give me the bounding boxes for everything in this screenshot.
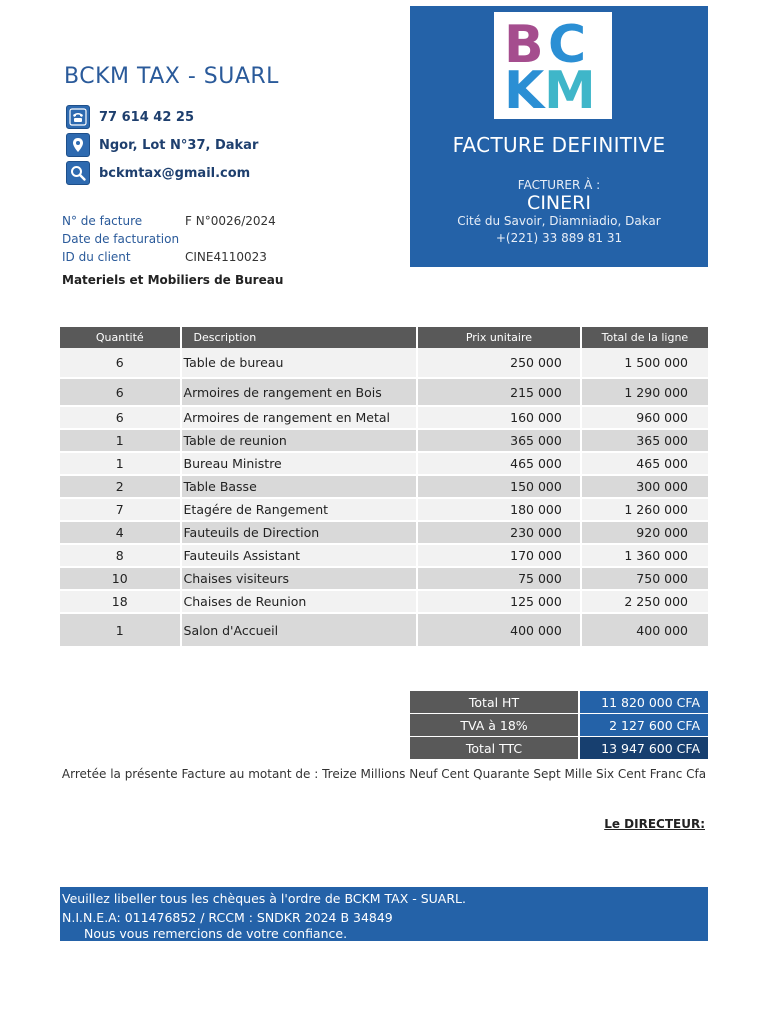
header-line-total: Total de la ligne [581,327,708,348]
cell-unit-price: 125 000 [417,590,581,613]
cell-description: Armoires de rangement en Bois [181,378,417,406]
cell-unit-price: 400 000 [417,613,581,647]
cell-description: Chaises visiteurs [181,567,417,590]
cell-quantity: 6 [60,348,181,378]
cell-quantity: 2 [60,475,181,498]
table-row [60,406,708,429]
cell-line-total: 1 360 000 [581,544,708,567]
cell-line-total: 465 000 [581,452,708,475]
cell-description: Fauteuils de Direction [181,521,417,544]
cell-line-total: 2 250 000 [581,590,708,613]
total-ttc-row [410,737,708,760]
totals-table [410,691,708,760]
invoice-number-label: N° de facture [62,214,143,228]
svg-text:C: C [548,15,583,75]
cell-quantity: 1 [60,613,181,647]
header-description: Description [181,327,417,348]
cell-quantity: 18 [60,590,181,613]
total-ht-label: Total HT [410,691,579,714]
cell-line-total: 750 000 [581,567,708,590]
cell-unit-price: 150 000 [417,475,581,498]
contact-address-row [66,133,258,157]
table-row [60,429,708,452]
cell-line-total: 1 260 000 [581,498,708,521]
footer-cheque-note: Veuillez libeller tous les chèques à l'ordre de BCKM TAX - SUARL. [62,891,466,906]
total-ttc-value: 13 947 600 CFA [579,737,708,760]
svg-text:K: K [504,61,541,119]
director-signature-label: Le DIRECTEUR: [604,817,705,831]
svg-text:B: B [504,15,540,75]
total-ht-value: 11 820 000 CFA [579,691,708,714]
contact-email-row [66,161,250,185]
cell-line-total: 1 290 000 [581,378,708,406]
invoice-subject: Materiels et Mobiliers de Bureau [62,273,284,287]
table-header-row [60,327,708,348]
invoice-number-value: F N°0026/2024 [185,214,276,228]
table-row [60,475,708,498]
items-table [60,327,708,648]
table-row [60,567,708,590]
telephone-icon [66,105,90,129]
table-row [60,498,708,521]
invoice-title: FACTURE DEFINITIVE [452,133,666,157]
tva-value: 2 127 600 CFA [579,714,708,737]
cell-line-total: 920 000 [581,521,708,544]
address-text: Ngor, Lot N°37, Dakar [99,137,259,153]
client-address: Cité du Savoir, Diamniadio, Dakar [457,214,661,228]
cell-quantity: 4 [60,521,181,544]
cell-unit-price: 465 000 [417,452,581,475]
cell-quantity: 1 [60,429,181,452]
cell-quantity: 6 [60,378,181,406]
total-ttc-label: Total TTC [410,737,579,760]
cell-unit-price: 75 000 [417,567,581,590]
phone-text: 77 614 42 25 [99,109,194,125]
cell-description: Table de reunion [181,429,417,452]
table-row [60,544,708,567]
table-row [60,378,708,406]
cell-unit-price: 250 000 [417,348,581,378]
total-ht-row [410,691,708,714]
cell-unit-price: 230 000 [417,521,581,544]
magnifier-icon [66,161,90,185]
contact-phone-row [66,105,194,129]
footer-thanks: Nous vous remercions de votre confiance. [84,926,348,941]
email-text: bckmtax@gmail.com [99,165,251,181]
cell-description: Fauteuils Assistant [181,544,417,567]
cell-line-total: 300 000 [581,475,708,498]
company-name: BCKM TAX - SUARL [64,64,279,89]
cell-line-total: 400 000 [581,613,708,647]
cell-unit-price: 365 000 [417,429,581,452]
cell-description: Table Basse [181,475,417,498]
footer-registration: N.I.N.E.A: 011476852 / RCCM : SNDKR 2024 B 34849 [62,910,393,925]
table-row [60,613,708,647]
cell-quantity: 8 [60,544,181,567]
header-quantity: Quantité [60,327,181,348]
footer-banner [60,887,708,941]
cell-unit-price: 215 000 [417,378,581,406]
cell-quantity: 6 [60,406,181,429]
table-row [60,452,708,475]
location-pin-icon [66,133,90,157]
cell-quantity: 7 [60,498,181,521]
cell-line-total: 365 000 [581,429,708,452]
cell-quantity: 10 [60,567,181,590]
cell-line-total: 1 500 000 [581,348,708,378]
table-row [60,348,708,378]
table-row [60,590,708,613]
header-unit-price: Prix unitaire [417,327,581,348]
cell-description: Salon d'Accueil [181,613,417,647]
cell-description: Bureau Ministre [181,452,417,475]
cell-unit-price: 180 000 [417,498,581,521]
company-logo [494,12,612,119]
cell-description: Chaises de Reunion [181,590,417,613]
client-name: CINERI [527,192,591,214]
client-phone: +(221) 33 889 81 31 [495,231,623,245]
svg-text:M: M [544,61,592,119]
invoice-header-panel [410,6,708,267]
cell-line-total: 960 000 [581,406,708,429]
cell-description: Etagére de Rangement [181,498,417,521]
client-id-label: ID du client [62,250,131,264]
tva-row [410,714,708,737]
amount-in-words: Arretée la présente Facture au motant de : Treize Millions Neuf Cent Quarante Sept Mille Six Cent Franc Cfa [61,767,707,781]
cell-unit-price: 160 000 [417,406,581,429]
table-row [60,521,708,544]
bill-to-label: FACTURER À : [517,178,601,192]
invoice-date-label: Date de facturation [62,232,180,246]
cell-description: Armoires de rangement en Metal [181,406,417,429]
cell-unit-price: 170 000 [417,544,581,567]
client-id-value: CINE4110023 [185,250,267,264]
cell-quantity: 1 [60,452,181,475]
tva-label: TVA à 18% [410,714,579,737]
cell-description: Table de bureau [181,348,417,378]
